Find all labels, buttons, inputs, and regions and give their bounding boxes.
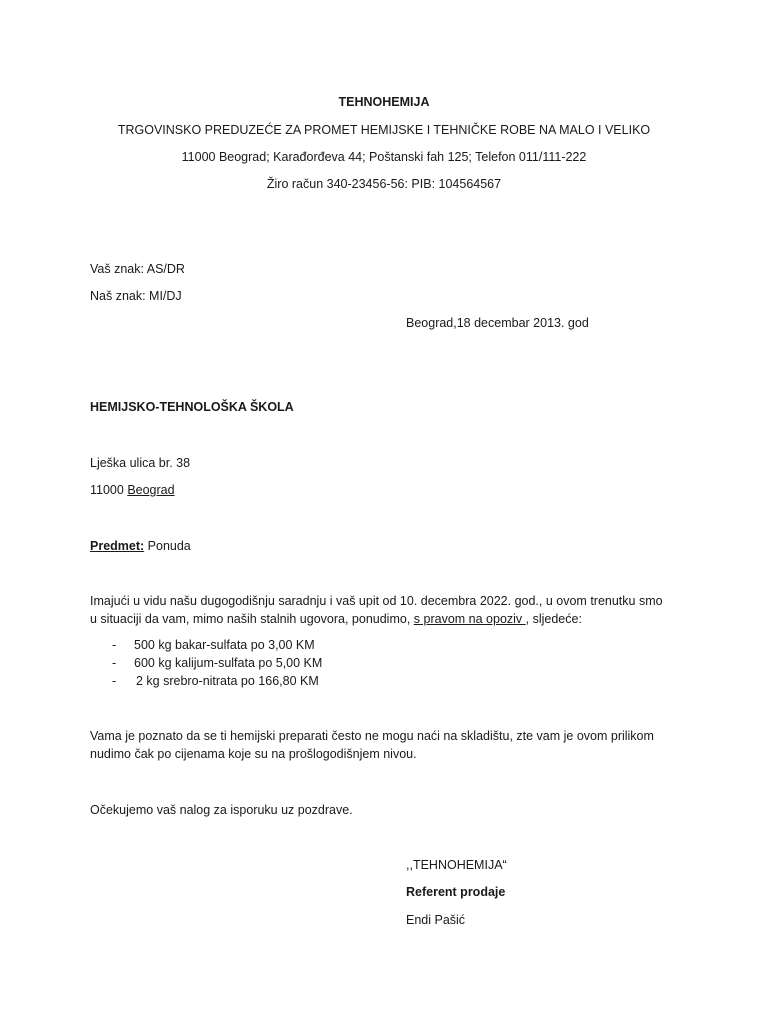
paragraph-1-line-1: Imajući u vidu našu dugogodišnju saradnju i vaš upit od 10. decembra 2022. god., u ovom trenutku smo: [90, 594, 663, 608]
paragraph-1-line-2-start: u situaciji da vam, mimo naših stalnih ugovora, ponudimo,: [90, 612, 414, 626]
offer-item: [112, 637, 315, 653]
recipient-city: Beograd: [127, 483, 175, 497]
our-reference: Naš znak: MI/DJ: [90, 289, 182, 303]
your-reference: Vaš znak: AS/DR: [90, 262, 185, 276]
offer-item-text: 500 kg bakar-sulfata po 3,00 KM: [134, 638, 315, 652]
revocation-clause: s pravom na opoziv: [413, 612, 526, 626]
offer-item-text: 600 kg kalijum-sulfata po 5,00 KM: [134, 656, 323, 670]
paragraph-1-line-2: [90, 611, 582, 627]
company-description: TRGOVINSKO PREDUZEĆE ZA PROMET HEMIJSKE I TEHNIČKE ROBE NA MALO I VELIKO: [117, 123, 651, 137]
company-account: Žiro račun 340-23456-56: PIB: 104564567: [266, 177, 502, 191]
recipient-name: HEMIJSKO-TEHNOLOŠKA ŠKOLA: [90, 400, 294, 414]
offer-item-text: 2 kg srebro-nitrata po 166,80 KM: [136, 674, 319, 688]
paragraph-2-line-1: Vama je poznato da se ti hemijski preparati često ne mogu naći na skladištu, zte vam je ovom prilikom: [90, 729, 654, 743]
list-dash: -: [112, 638, 117, 652]
signature-company: ,,TEHNOHEMIJA“: [406, 858, 507, 872]
company-address: 11000 Beograd; Karađorđeva 44; Poštanski fah 125; Telefon 011/111-222: [181, 150, 587, 164]
offer-item: [112, 655, 322, 671]
subject-line: [90, 538, 191, 554]
recipient-postal: 11000: [90, 483, 128, 497]
paragraph-1-line-2-end: , sljedeće:: [525, 612, 582, 626]
paragraph-3: Očekujemo vaš nalog za isporuku uz pozdrave.: [90, 803, 353, 817]
signature-role: Referent prodaje: [406, 885, 506, 899]
subject-value: Ponuda: [144, 539, 191, 553]
recipient-street: Lješka ulica br. 38: [90, 456, 191, 470]
list-dash: -: [112, 656, 117, 670]
signature-name: Endi Pašić: [406, 913, 466, 927]
list-dash: -: [112, 674, 117, 688]
letter-date: Beograd,18 decembar 2013. god: [406, 316, 589, 330]
offer-item: [112, 673, 319, 689]
recipient-city-line: [90, 482, 175, 498]
company-name: TEHNOHEMIJA: [338, 95, 430, 109]
subject-label: Predmet:: [90, 539, 145, 553]
paragraph-2-line-2: nudimo čak po cijenama koje su na prošlogodišnjem nivou.: [90, 747, 417, 761]
